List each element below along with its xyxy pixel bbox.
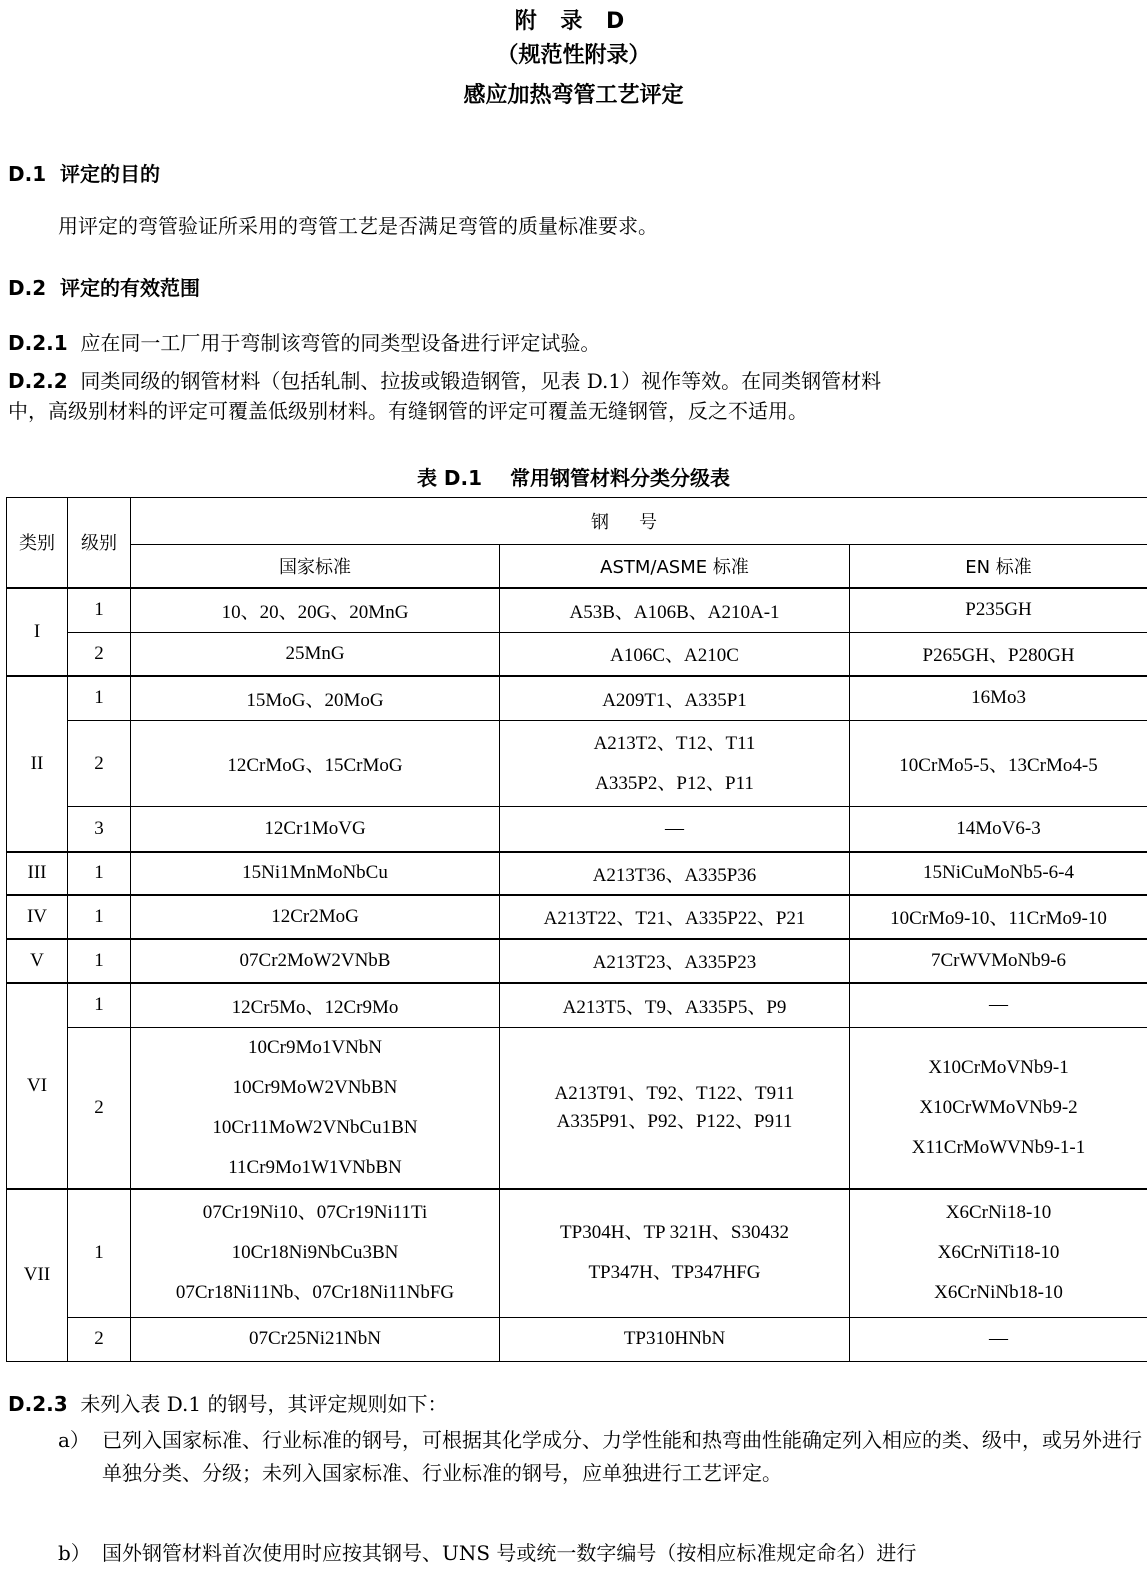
grade-cell: 2 — [68, 721, 131, 807]
table-header-row — [7, 498, 1147, 545]
gb-line: 10Cr9Mo1VNbN — [247, 1037, 383, 1058]
en-cell: 7CrWVMoNb9-6 — [850, 939, 1147, 983]
category-cell: V — [7, 939, 68, 983]
astm-line: TP347H、TP347HFG — [588, 1262, 761, 1284]
list-label: a） — [58, 1428, 90, 1452]
header-grade: 级别 — [68, 498, 131, 588]
gb-line: 10Cr18Ni9NbCu3BN — [231, 1242, 399, 1264]
gb-cell: 12Cr2MoG — [131, 895, 500, 939]
en-cell: 15NiCuMoNb5-6-4 — [850, 852, 1147, 895]
category-cell: I — [7, 588, 68, 676]
section-title: 评定的有效范围 — [60, 276, 200, 300]
list-item-b — [58, 1537, 1147, 1573]
en-cell — [850, 1028, 1147, 1190]
grade-cell: 1 — [68, 1189, 131, 1317]
grade-cell: 1 — [68, 895, 131, 939]
en-cell — [850, 1189, 1147, 1317]
grade-cell: 1 — [68, 676, 131, 721]
clause-d23 — [8, 1389, 447, 1419]
gb-cell: 15Ni1MnMoNbCu — [131, 852, 500, 895]
astm-cell: A53B、A106B、A210A-1 — [500, 588, 850, 633]
astm-cell — [500, 721, 850, 807]
en-cell: — — [850, 1317, 1147, 1361]
grade-cell: 2 — [68, 633, 131, 676]
gb-line: 07Cr18Ni11Nb、07Cr18Ni11NbFG — [175, 1282, 455, 1304]
grade-cell: 1 — [68, 588, 131, 633]
table-row — [7, 807, 1147, 852]
appendix-title: 附 录 D — [514, 9, 633, 34]
gb-cell: 12CrMoG、15CrMoG — [131, 721, 500, 807]
en-line: X10CrMoVNb9-1 — [928, 1057, 1069, 1078]
category-cell: IV — [7, 895, 68, 939]
header-category: 类别 — [7, 498, 68, 588]
section-d2-heading — [8, 272, 200, 301]
astm-cell: A213T5、T9、A335P5、P9 — [500, 983, 850, 1028]
table-row — [7, 895, 1147, 939]
table-row — [7, 852, 1147, 895]
table-row — [7, 588, 1147, 633]
header-astm-standard: ASTM/ASME 标准 — [500, 545, 850, 588]
clause-number: D.2.3 — [8, 1392, 68, 1416]
en-line: X6CrNiNb18-10 — [934, 1282, 1063, 1304]
list-label: b） — [58, 1541, 91, 1565]
clause-text-line1: 同类同级的钢管材料（包括轧制、拉拔或锻造钢管，见表 D.1）视作等效。在同类钢管材料 — [80, 369, 882, 393]
en-line: X11CrMoWVNb9-1-1 — [911, 1137, 1086, 1158]
grade-cell: 1 — [68, 939, 131, 983]
gb-cell: 12Cr5Mo、12Cr9Mo — [131, 983, 500, 1028]
list-text: 已列入国家标准、行业标准的钢号，可根据其化学成分、力学性能和热弯曲性能确定列入相应的类、级中，或另外进行单独分类、分级；未列入国家标准、行业标准的钢号，应单独进行工艺评定。 — [102, 1428, 1142, 1485]
gb-cell: 15MoG、20MoG — [131, 676, 500, 721]
section-d1-text: 用评定的弯管验证所采用的弯管工艺是否满足弯管的质量标准要求。 — [58, 214, 658, 238]
astm-cell: A213T22、T21、A335P22、P21 — [500, 895, 850, 939]
clause-d22 — [8, 366, 1143, 426]
en-cell: 10CrMo9-10、11CrMo9-10 — [850, 895, 1147, 939]
en-line: X10CrWMoVNb9-2 — [919, 1097, 1078, 1118]
gb-cell: 07Cr2MoW2VNbB — [131, 939, 500, 983]
gb-cell: 12Cr1MoVG — [131, 807, 500, 852]
astm-cell: A209T1、A335P1 — [500, 676, 850, 721]
table-caption-number: 表 D.1 — [416, 466, 483, 490]
header-en-standard: EN 标准 — [850, 545, 1147, 588]
clause-text-line2: 中，高级别材料的评定可覆盖低级别材料。有缝钢管的评定可覆盖无缝钢管，反之不适用。 — [8, 399, 808, 423]
table-row — [7, 939, 1147, 983]
section-title: 评定的目的 — [60, 162, 160, 186]
astm-line: A335P91、P92、P122、P911 — [556, 1111, 793, 1132]
gb-line: 07Cr19Ni10、07Cr19Ni11Ti — [202, 1202, 428, 1224]
grade-cell: 2 — [68, 1317, 131, 1361]
header-steel-number: 钢号 — [131, 498, 1147, 545]
astm-cell: — — [500, 807, 850, 852]
gb-cell: 10、20、20G、20MnG — [131, 588, 500, 633]
en-cell: — — [850, 983, 1147, 1028]
list-item-a — [58, 1424, 1147, 1528]
gb-cell: 07Cr25Ni21NbN — [131, 1317, 500, 1361]
gb-cell — [131, 1028, 500, 1190]
grade-cell: 1 — [68, 852, 131, 895]
grade-cell: 2 — [68, 1028, 131, 1190]
clause-text: 应在同一工厂用于弯制该弯管的同类型设备进行评定试验。 — [80, 331, 601, 355]
en-cell: 14MoV6-3 — [850, 807, 1147, 852]
table-row — [7, 633, 1147, 676]
en-line: X6CrNi18-10 — [945, 1202, 1052, 1224]
en-cell: 16Mo3 — [850, 676, 1147, 721]
appendix-heading: 感应加热弯管工艺评定 — [463, 83, 684, 108]
section-d1-heading — [8, 158, 160, 187]
table-row — [7, 676, 1147, 721]
category-cell: II — [7, 676, 68, 852]
astm-cell: TP310HNbN — [500, 1317, 850, 1361]
table-caption — [0, 462, 1147, 491]
en-cell: P265GH、P280GH — [850, 633, 1147, 676]
grade-cell: 3 — [68, 807, 131, 852]
category-cell: III — [7, 852, 68, 895]
table-row — [7, 983, 1147, 1028]
astm-line: TP304H、TP 321H、S30432 — [560, 1222, 789, 1244]
table-row — [7, 1028, 1147, 1190]
header-national-standard: 国家标准 — [131, 545, 500, 588]
astm-cell — [500, 1189, 850, 1317]
table-header-row — [7, 545, 1147, 588]
clause-number: D.2.1 — [8, 331, 68, 355]
astm-cell: A106C、A210C — [500, 633, 850, 676]
clause-number: D.2.2 — [8, 369, 68, 393]
astm-line: A213T91、T92、T122、T911 — [554, 1083, 795, 1104]
astm-cell: A213T36、A335P36 — [500, 852, 850, 895]
category-cell: VII — [7, 1189, 68, 1361]
category-cell: VI — [7, 983, 68, 1190]
clause-text: 未列入表 D.1 的钢号，其评定规则如下： — [80, 1392, 448, 1416]
clause-d21 — [8, 328, 600, 358]
section-number: D.1 — [8, 162, 47, 186]
gb-cell — [131, 1189, 500, 1317]
table-row — [7, 721, 1147, 807]
astm-cell — [500, 1028, 850, 1190]
gb-line: 10Cr11MoW2VNbCu1BN — [212, 1117, 418, 1138]
steel-classification-table — [6, 497, 1147, 1362]
astm-line: A335P2、P12、P11 — [595, 772, 754, 794]
appendix-subtitle: （规范性附录） — [496, 43, 651, 68]
table-caption-title: 常用钢管材料分类分级表 — [510, 466, 731, 490]
gb-line: 11Cr9Mo1W1VNbBN — [228, 1157, 402, 1178]
gb-line: 10Cr9MoW2VNbBN — [232, 1077, 398, 1098]
en-cell: 10CrMo5-5、13CrMo4-5 — [850, 721, 1147, 807]
astm-line: A213T2、T12、T11 — [593, 732, 756, 754]
en-cell: P235GH — [850, 588, 1147, 633]
en-line: X6CrNiTi18-10 — [937, 1242, 1060, 1264]
section-number: D.2 — [8, 276, 47, 300]
astm-cell: A213T23、A335P23 — [500, 939, 850, 983]
table-row — [7, 1317, 1147, 1361]
grade-cell: 1 — [68, 983, 131, 1028]
list-text: 国外钢管材料首次使用时应按其钢号、UNS 号或统一数字编号（按相应标准规定命名）进行 — [102, 1541, 917, 1565]
gb-cell: 25MnG — [131, 633, 500, 676]
table-row — [7, 1189, 1147, 1317]
